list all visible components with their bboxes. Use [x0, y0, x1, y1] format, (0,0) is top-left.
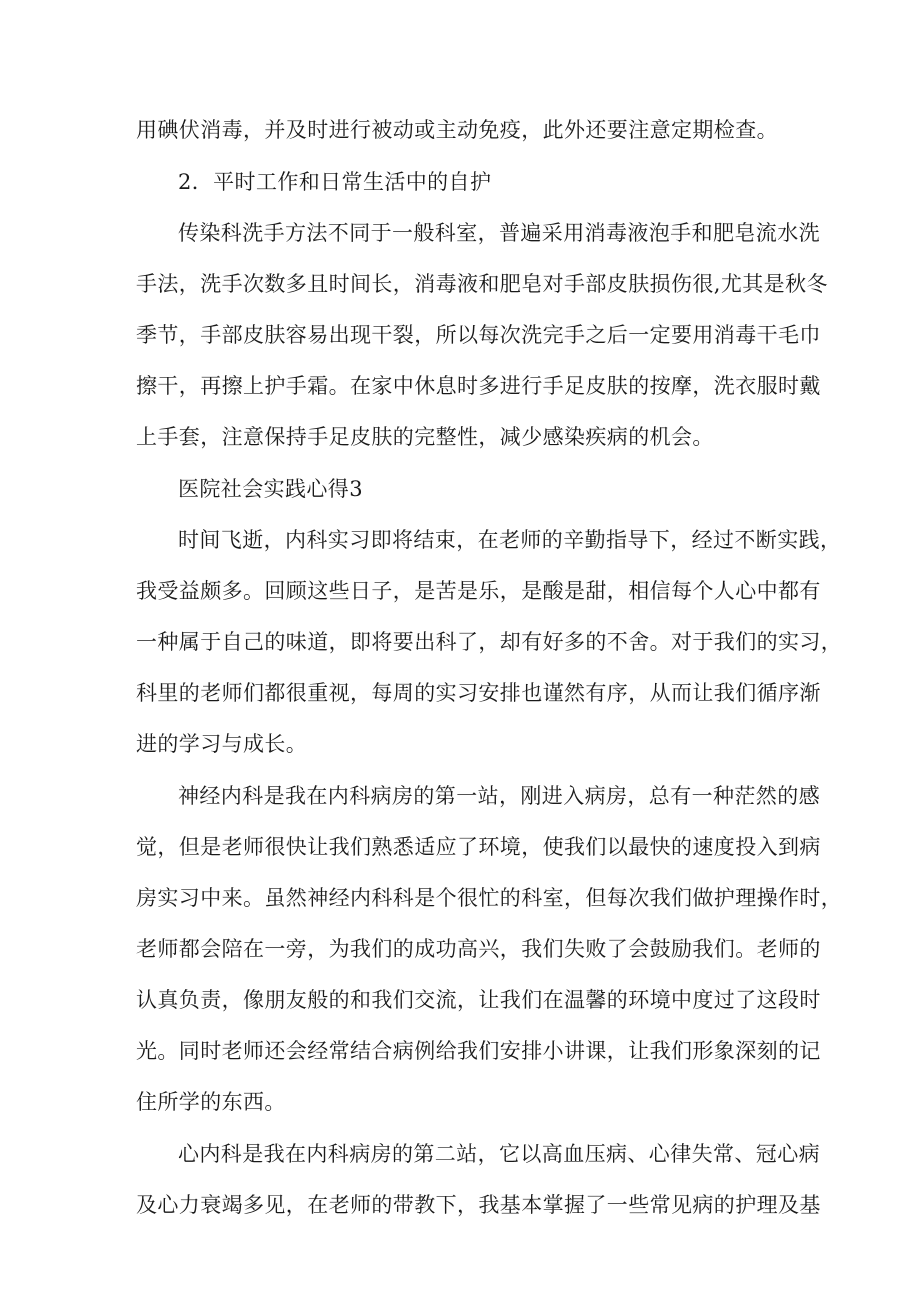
paragraph-start-line: 心内科是我在内科病房的第二站，它以高血压病、心律失常、冠心病	[178, 1142, 820, 1166]
body-text-line: 手法，洗手次数多且时间长，消毒液和肥皂对手部皮肤损伤很,尤其是秋冬	[136, 272, 828, 296]
body-text-line: 认真负责，像朋友般的和我们交流，让我们在温馨的环境中度过了这段时	[136, 988, 821, 1012]
body-text-line: 住所学的东西。	[136, 1090, 286, 1114]
body-text-line: 科里的老师们都很重视，每周的实习安排也谨然有序，从而让我们循序渐	[136, 681, 821, 705]
body-text-line: 光。同时老师还会经常结合病例给我们安排小讲课，让我们形象深刻的记	[136, 1039, 821, 1063]
body-text-line: 上手套，注意保持手足皮肤的完整性，减少感染疾病的机会。	[136, 425, 714, 449]
body-text-line: 用碘伏消毒，并及时进行被动或主动免疫，此外还要注意定期检查。	[136, 118, 778, 142]
paragraph-start-line: 神经内科是我在内科病房的第一站，刚进入病房，总有一种茫然的感	[178, 784, 820, 808]
body-text-line: 季节，手部皮肤容易出现干裂，所以每次洗完手之后一定要用消毒干毛巾	[136, 323, 821, 347]
article-title: 医院社会实践心得3	[178, 477, 363, 501]
paragraph-start-line: 时间飞逝，内科实习即将结束，在老师的辛勤指导下，经过不断实践，	[178, 528, 842, 552]
body-text-line: 我受益颇多。回顾这些日子，是苦是乐，是酸是甜，相信每个人心中都有	[136, 579, 821, 603]
paragraph-start-line: 传染科洗手方法不同于一般科室，普遍采用消毒液泡手和肥皂流水洗	[178, 221, 820, 245]
section-heading: 2．平时工作和日常生活中的自护	[178, 170, 492, 194]
body-text-line: 老师都会陪在一旁，为我们的成功高兴，我们失败了会鼓励我们。老师的	[136, 937, 821, 961]
body-text-line: 进的学习与成长。	[136, 732, 308, 756]
body-text-line: 擦干，再擦上护手霜。在家中休息时多进行手足皮肤的按摩，洗衣服时戴	[136, 374, 821, 398]
body-text-line: 一种属于自己的味道，即将要出科了，却有好多的不舍。对于我们的实习，	[136, 630, 843, 654]
body-text-line: 房实习中来。虽然神经内科科是个很忙的科室，但每次我们做护理操作时，	[136, 886, 843, 910]
body-text-line: 觉，但是老师很快让我们熟悉适应了环境，使我们以最快的速度投入到病	[136, 835, 821, 859]
body-text-line: 及心力衰竭多见，在老师的带教下，我基本掌握了一些常见病的护理及基	[136, 1193, 821, 1217]
